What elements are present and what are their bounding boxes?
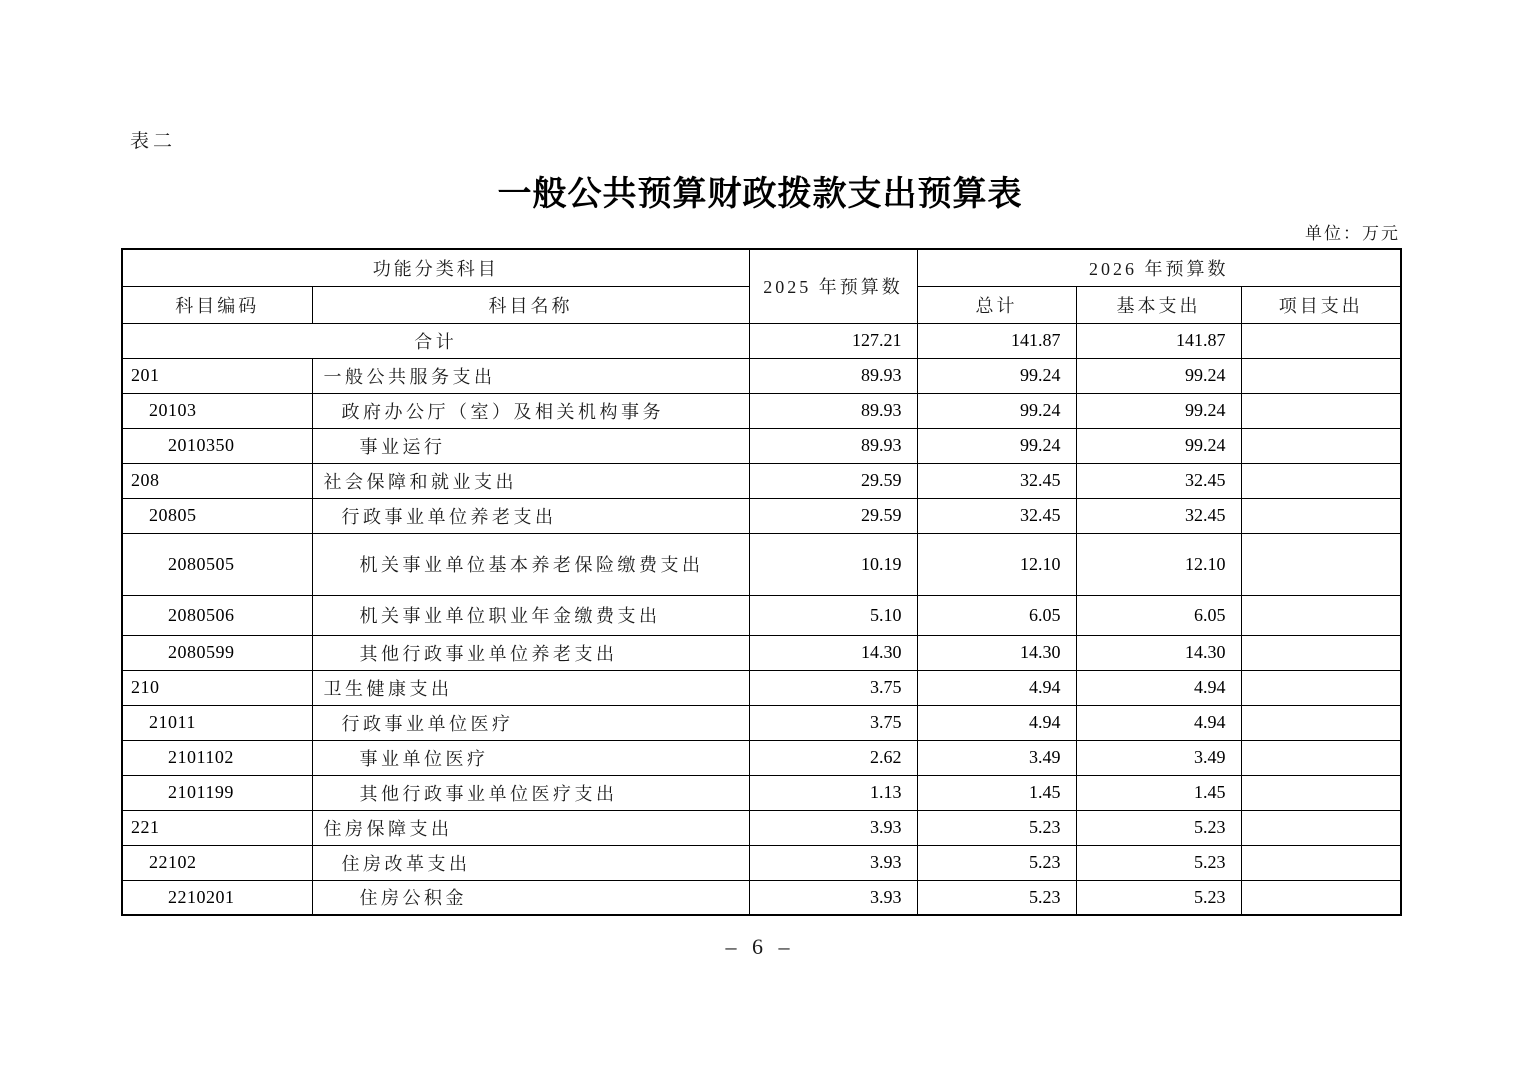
row-2025-value: 89.93 (749, 428, 917, 463)
row-2025-value: 10.19 (749, 533, 917, 595)
row-2025-value: 3.93 (749, 845, 917, 880)
row-code: 2010350 (122, 428, 312, 463)
row-total-value: 14.30 (917, 635, 1076, 670)
row-name: 其他行政事业单位医疗支出 (312, 775, 749, 810)
row-code: 2101199 (122, 775, 312, 810)
row-total-value: 32.45 (917, 463, 1076, 498)
row-name: 机关事业单位基本养老保险缴费支出 (312, 533, 749, 595)
row-basic-value: 5.23 (1076, 845, 1241, 880)
row-2025-value: 89.93 (749, 358, 917, 393)
row-basic-value: 32.45 (1076, 463, 1241, 498)
row-project-value (1241, 428, 1401, 463)
row-project-value (1241, 775, 1401, 810)
row-code: 208 (122, 463, 312, 498)
row-code: 20805 (122, 498, 312, 533)
table-row (122, 740, 1401, 775)
header-subject-name: 科目名称 (312, 286, 749, 323)
table-label: 表二 (130, 131, 177, 152)
row-project-value (1241, 358, 1401, 393)
table-row (122, 393, 1401, 428)
row-project-value (1241, 323, 1401, 358)
header-basic-expenditure: 基本支出 (1076, 286, 1241, 323)
row-code: 22102 (122, 845, 312, 880)
table-row (122, 810, 1401, 845)
table-row (122, 670, 1401, 705)
row-total-value: 6.05 (917, 595, 1076, 635)
header-project-expenditure: 项目支出 (1241, 286, 1401, 323)
row-total-value: 99.24 (917, 428, 1076, 463)
row-code: 2210201 (122, 880, 312, 915)
row-total-value: 5.23 (917, 880, 1076, 915)
row-total-value: 99.24 (917, 358, 1076, 393)
row-basic-value: 6.05 (1076, 595, 1241, 635)
table-row (122, 845, 1401, 880)
row-project-value (1241, 463, 1401, 498)
row-project-value (1241, 705, 1401, 740)
row-basic-value: 5.23 (1076, 810, 1241, 845)
table-body (122, 323, 1401, 915)
row-2025-value: 89.93 (749, 393, 917, 428)
header-row-1 (122, 249, 1401, 286)
row-project-value (1241, 533, 1401, 595)
row-name: 事业单位医疗 (312, 740, 749, 775)
table-header (122, 249, 1401, 323)
row-total-value: 5.23 (917, 810, 1076, 845)
table-row (122, 498, 1401, 533)
row-total-value: 141.87 (917, 323, 1076, 358)
row-code: 201 (122, 358, 312, 393)
row-2025-value: 2.62 (749, 740, 917, 775)
row-basic-value: 99.24 (1076, 358, 1241, 393)
row-basic-value: 5.23 (1076, 880, 1241, 915)
header-subject-code: 科目编码 (122, 286, 312, 323)
row-code: 21011 (122, 705, 312, 740)
row-2025-value: 14.30 (749, 635, 917, 670)
row-basic-value: 3.49 (1076, 740, 1241, 775)
row-2025-value: 127.21 (749, 323, 917, 358)
page-title: 一般公共预算财政拨款支出预算表 (497, 176, 1023, 213)
row-code: 210 (122, 670, 312, 705)
row-2025-value: 3.93 (749, 810, 917, 845)
row-project-value (1241, 393, 1401, 428)
row-code: 20103 (122, 393, 312, 428)
row-name: 机关事业单位职业年金缴费支出 (312, 595, 749, 635)
row-2025-value: 3.75 (749, 705, 917, 740)
header-functional-category: 功能分类科目 (122, 249, 749, 286)
row-basic-value: 14.30 (1076, 635, 1241, 670)
table-row (122, 705, 1401, 740)
row-total-value: 4.94 (917, 705, 1076, 740)
table-row (122, 635, 1401, 670)
row-project-value (1241, 595, 1401, 635)
row-2025-value: 29.59 (749, 463, 917, 498)
header-total: 总计 (917, 286, 1076, 323)
row-name: 事业运行 (312, 428, 749, 463)
row-code: 221 (122, 810, 312, 845)
row-basic-value: 99.24 (1076, 428, 1241, 463)
table-row (122, 595, 1401, 635)
row-project-value (1241, 498, 1401, 533)
row-code: 2080506 (122, 595, 312, 635)
row-code: 2101102 (122, 740, 312, 775)
unit-note: 单位：万元 (1305, 224, 1400, 243)
row-project-value (1241, 880, 1401, 915)
row-project-value (1241, 810, 1401, 845)
row-basic-value: 32.45 (1076, 498, 1241, 533)
row-basic-value: 141.87 (1076, 323, 1241, 358)
row-basic-value: 1.45 (1076, 775, 1241, 810)
row-code: 2080599 (122, 635, 312, 670)
row-name: 住房公积金 (312, 880, 749, 915)
row-total-value: 1.45 (917, 775, 1076, 810)
row-project-value (1241, 670, 1401, 705)
row-name: 社会保障和就业支出 (312, 463, 749, 498)
row-total-value: 5.23 (917, 845, 1076, 880)
row-total-value: 4.94 (917, 670, 1076, 705)
row-total-value: 99.24 (917, 393, 1076, 428)
row-basic-value: 12.10 (1076, 533, 1241, 595)
row-project-value (1241, 635, 1401, 670)
budget-table (121, 248, 1402, 916)
row-2025-value: 3.93 (749, 880, 917, 915)
row-name: 行政事业单位医疗 (312, 705, 749, 740)
row-total-value: 3.49 (917, 740, 1076, 775)
row-name: 卫生健康支出 (312, 670, 749, 705)
row-project-value (1241, 740, 1401, 775)
row-2025-value: 5.10 (749, 595, 917, 635)
table-row (122, 463, 1401, 498)
table-row (122, 428, 1401, 463)
table-row (122, 323, 1401, 358)
header-2025-budget: 2025 年预算数 (749, 249, 917, 323)
row-basic-value: 4.94 (1076, 670, 1241, 705)
header-2026-budget: 2026 年预算数 (917, 249, 1401, 286)
row-basic-value: 99.24 (1076, 393, 1241, 428)
table-row (122, 533, 1401, 595)
row-2025-value: 3.75 (749, 670, 917, 705)
row-2025-value: 29.59 (749, 498, 917, 533)
row-name: 住房改革支出 (312, 845, 749, 880)
row-name: 一般公共服务支出 (312, 358, 749, 393)
page-number: – 6 – (725, 934, 795, 959)
row-project-value (1241, 845, 1401, 880)
row-2025-value: 1.13 (749, 775, 917, 810)
row-total-value: 32.45 (917, 498, 1076, 533)
row-code: 2080505 (122, 533, 312, 595)
row-name: 住房保障支出 (312, 810, 749, 845)
row-basic-value: 4.94 (1076, 705, 1241, 740)
row-name: 行政事业单位养老支出 (312, 498, 749, 533)
row-name: 其他行政事业单位养老支出 (312, 635, 749, 670)
row-total-value: 12.10 (917, 533, 1076, 595)
table-row (122, 775, 1401, 810)
row-name: 政府办公厅（室）及相关机构事务 (312, 393, 749, 428)
table-row (122, 880, 1401, 915)
row-name: 合计 (122, 323, 749, 358)
table-row (122, 358, 1401, 393)
